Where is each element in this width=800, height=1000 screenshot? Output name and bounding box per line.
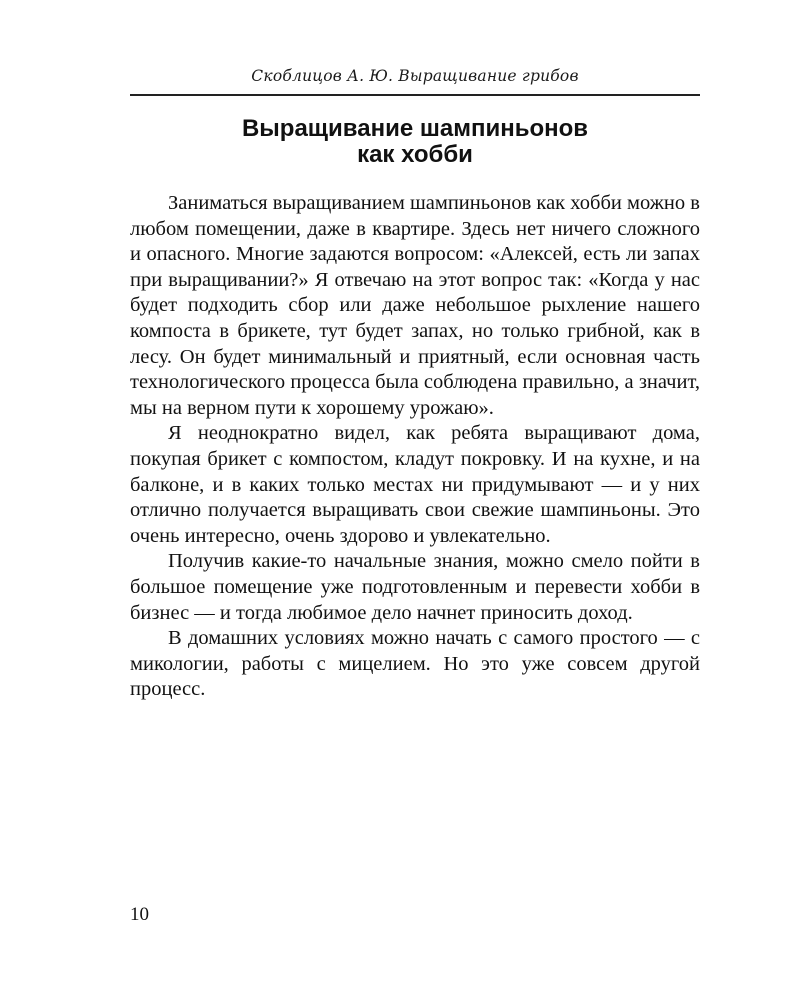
- paragraph: Я неоднократно видел, как ребята выращивают дома, покупая брикет с компостом, кладут покровку. И на кухне, и на балконе, и в каких только местах ни придумывают — и у них отлично получается выращивать свои свежие шампиньоны. Это очень интересно, очень здорово и увлекательно.: [130, 422, 700, 547]
- paragraph: В домашних условиях можно начать с самого простого — с микологии, работы с мицелием. Но это уже совсем другой процесс.: [130, 627, 700, 701]
- page-number: 10: [130, 904, 149, 925]
- header-rule: [130, 94, 700, 96]
- paragraph: Заниматься выращиванием шампиньонов как хобби можно в любом помещении, даже в квартире. Здесь нет ничего сложного и опасного. Многие задаются вопросом: «Алексей, есть ли запах при выращивании?» Я отвечаю на этот вопрос так: «Когда у нас будет подходить сбор или даже небольшое рыхление нашего компоста в брикете, тут будет запах, но только грибной, как в лесу. Он будет минимальный и приятный, если основная часть технологического процесса была соблюдена правильно, а значит, мы на верном пути к хорошему урожаю».: [130, 192, 700, 419]
- paragraph: Получив какие-то начальные знания, можно смело пойти в большое помещение уже подготовленным и перевести хобби в бизнес — и тогда любимое дело начнет приносить доход.: [130, 550, 700, 624]
- chapter-title: [130, 116, 700, 168]
- chapter-title-line-1: Выращивание шампиньонов: [241, 115, 589, 142]
- body-text: [130, 191, 700, 703]
- running-head: Скоблицов А. Ю. Выращивание грибов: [251, 67, 579, 85]
- chapter-title-line-2: как хобби: [357, 141, 473, 168]
